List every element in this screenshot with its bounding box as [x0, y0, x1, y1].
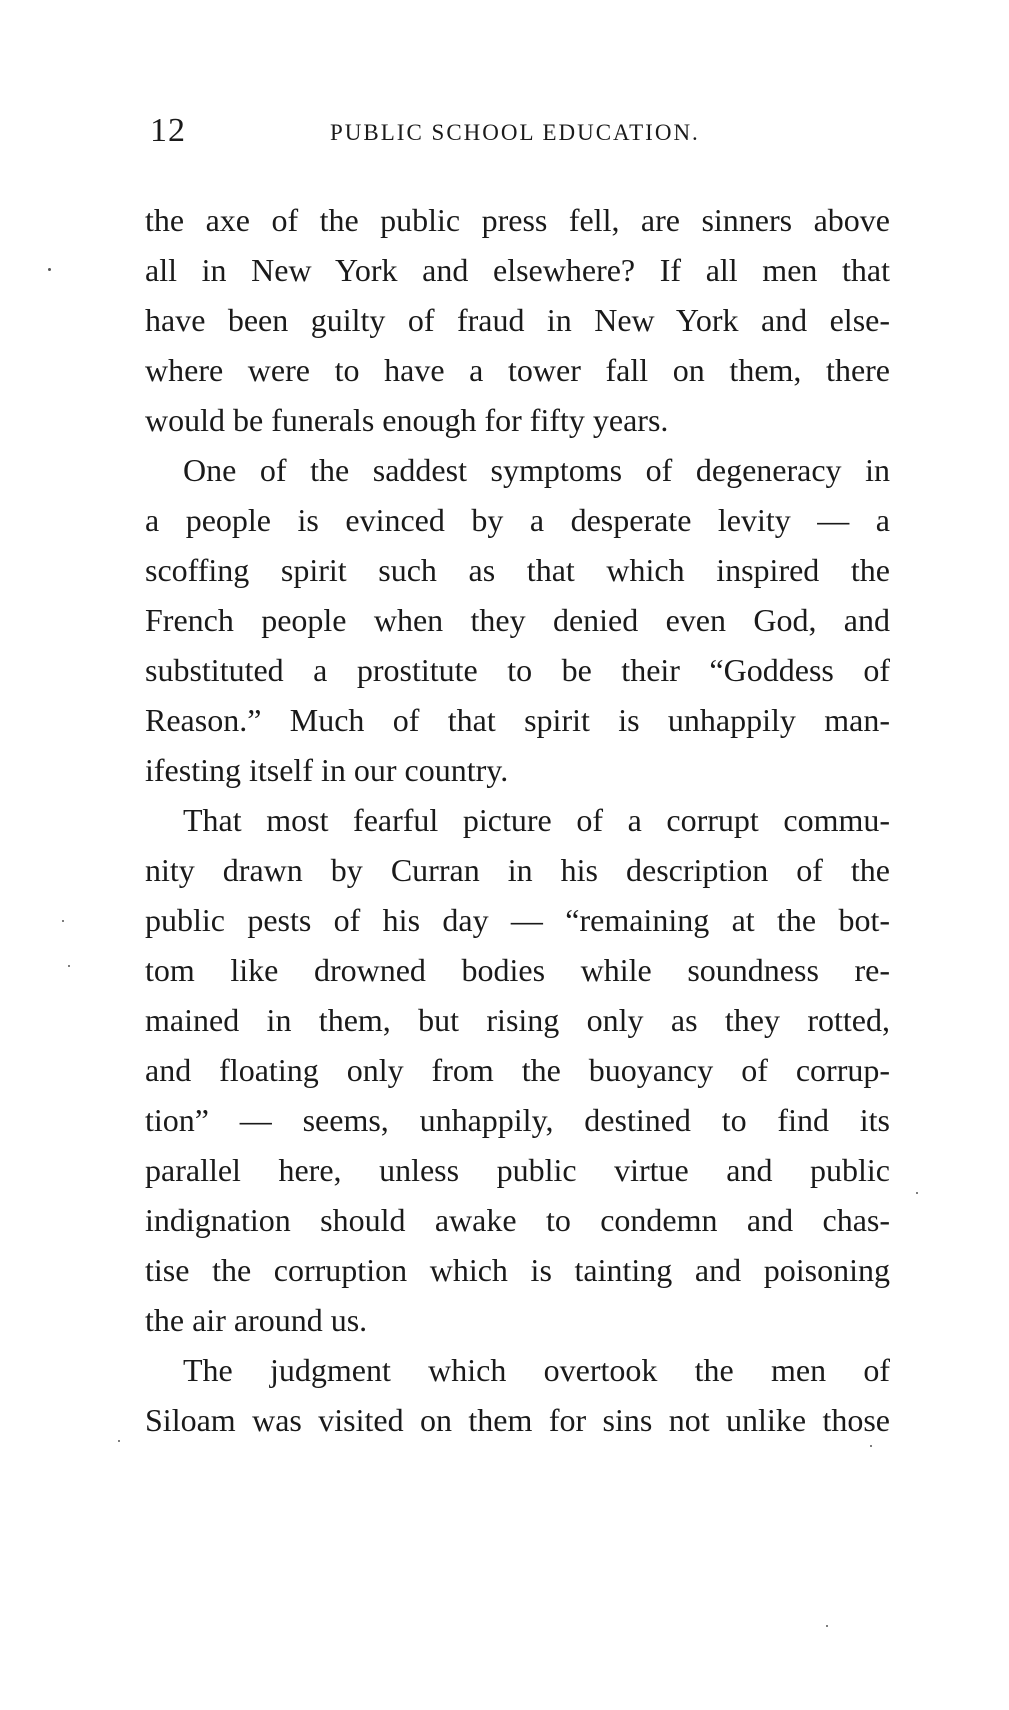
page-header: [150, 112, 890, 162]
body-text: [145, 195, 890, 1445]
print-speck: [870, 1445, 872, 1447]
text-line: substituted a prostitute to be their “Goddess of: [145, 652, 890, 688]
text-line: would be funerals enough for fifty years.: [145, 402, 669, 438]
text-line: tion” — seems, unhappily, destined to find its: [145, 1102, 890, 1138]
text-line: parallel here, unless public virtue and public: [145, 1152, 890, 1188]
print-speck: [48, 268, 51, 271]
paragraph-2: [145, 445, 890, 795]
text-line: public pests of his day — “remaining at the bot-: [145, 902, 890, 938]
text-line: French people when they denied even God, and: [145, 602, 890, 638]
text-line: where were to have a tower fall on them, there: [145, 352, 890, 388]
text-line: the air around us.: [145, 1302, 368, 1338]
text-line: mained in them, but rising only as they rotted,: [145, 1002, 890, 1038]
print-speck: [68, 965, 70, 967]
text-line: the axe of the public press fell, are sinners above: [145, 202, 890, 238]
text-line: scoffing spirit such as that which inspired the: [145, 552, 890, 588]
text-line: nity drawn by Curran in his description of the: [145, 852, 890, 888]
paragraph-1: [145, 195, 890, 445]
text-line: indignation should awake to condemn and chas-: [145, 1202, 890, 1238]
text-line: tom like drowned bodies while soundness re-: [145, 952, 890, 988]
text-line: That most fearful picture of a corrupt commu-: [183, 802, 890, 838]
running-head: PUBLIC SCHOOL EDUCATION.: [330, 120, 700, 145]
text-line: all in New York and elsewhere? If all men that: [145, 252, 890, 288]
text-line: Reason.” Much of that spirit is unhappily man-: [145, 702, 890, 738]
paragraph-4: [145, 1345, 890, 1445]
text-line: a people is evinced by a desperate levity — a: [145, 502, 890, 538]
text-line: tise the corruption which is tainting and poisoning: [145, 1252, 890, 1288]
text-line: and floating only from the buoyancy of corrup-: [145, 1052, 890, 1088]
text-line: have been guilty of fraud in New York and else-: [145, 302, 890, 338]
text-line: One of the saddest symptoms of degeneracy in: [183, 452, 890, 488]
print-speck: [826, 1625, 828, 1627]
paragraph-3: [145, 795, 890, 1345]
text-line: The judgment which overtook the men of: [183, 1352, 890, 1388]
text-line: ifesting itself in our country.: [145, 752, 509, 788]
print-speck: [62, 920, 64, 922]
print-speck: [916, 1192, 918, 1194]
page-number: 12: [150, 112, 186, 149]
text-line: Siloam was visited on them for sins not unlike those: [145, 1402, 890, 1438]
print-speck: [118, 1440, 120, 1442]
